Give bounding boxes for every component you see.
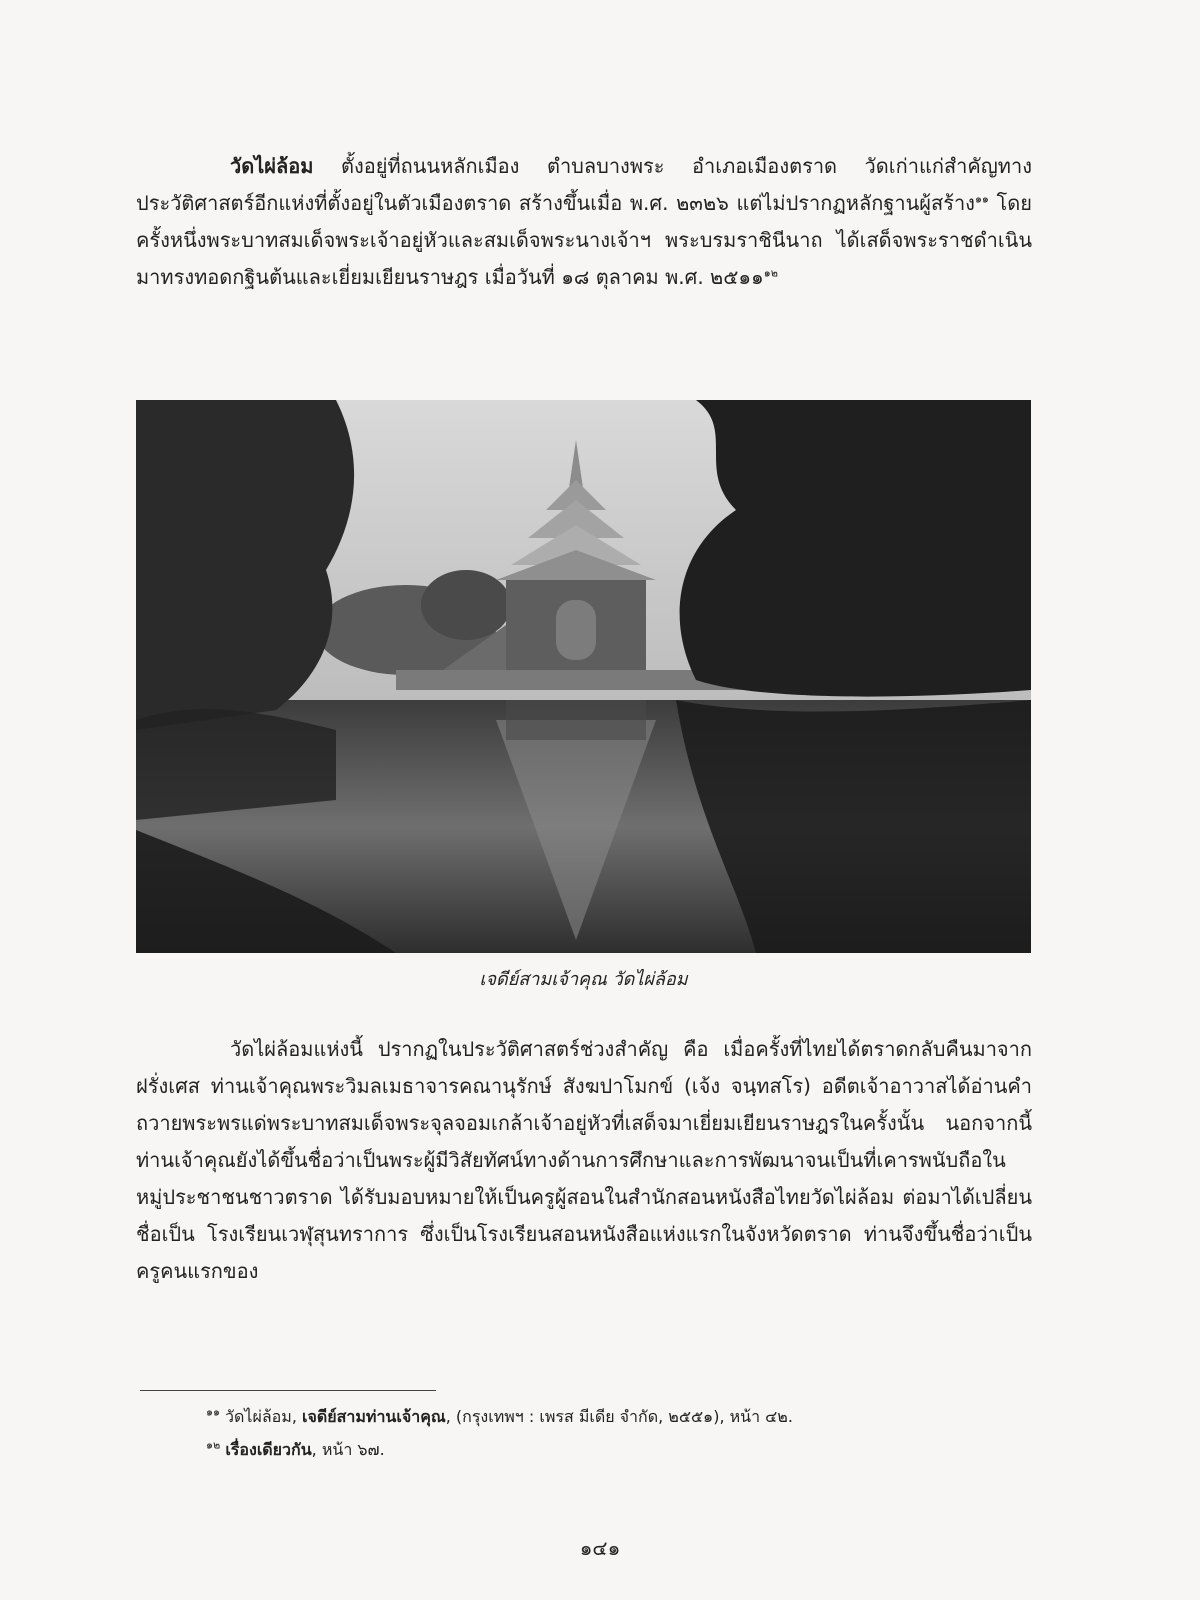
footnote-marker: ๑๒ — [206, 1438, 221, 1452]
intro-text-part-1: ตั้งอยู่ที่ถนนหลักเมือง ตำบลบางพระ อำเภอเมืองตราด วัดเก่าแก่สำคัญทางประวัติศาสตร์อีกแห่งที่ตั้งอยู่ในตัวเมืองตราด สร้างขึ้นเมื่อ พ.ศ. ๒๓๒๖ แต่ไม่ปรากฏหลักฐานผู้สร้าง — [136, 154, 1032, 215]
page-number: ๑๔๑ — [579, 1536, 621, 1560]
footnote-title: เรื่องเดียวกัน — [225, 1440, 312, 1459]
temple-name: วัดไผ่ล้อม — [230, 154, 314, 178]
footnote-text: , (กรุงเทพฯ : เพรส มีเดีย จำกัด, ๒๕๕๑), หน้า ๔๒. — [445, 1407, 793, 1426]
history-text: วัดไผ่ล้อมแห่งนี้ ปรากฏในประวัติศาสตร์ช่วงสำคัญ คือ เมื่อครั้งที่ไทยได้ตราดกลับคืนมาจากฝรั่งเศส ท่านเจ้าคุณพระวิมลเมธาจารคณานุรักษ์ สังฆปาโมกข์ (เจ้ง จนฺทสโร) อดีตเจ้าอาวาสได้อ่านคำถวายพระพรแด่พระบาทสมเด็จพระจุลจอมเกล้าเจ้าอยู่หัวที่เสด็จมาเยี่ยมเยียนราษฎรในครั้งนั้น นอกจากนี้ ท่านเจ้าคุณยังได้ขึ้นชื่อว่าเป็นพระผู้มีวิสัยทัศน์ทางด้านการศึกษาและการพัฒนาจนเป็นที่เคารพนับถือในหมู่ประชาชนชาวตราด ได้รับมอบหมายให้เป็นครูผู้สอนในสำนักสอนหนังสือไทยวัดไผ่ล้อม ต่อมาได้เปลี่ยนชื่อเป็น โรงเรียนเวฬุสุนทราการ ซึ่งเป็นโรงเรียนสอนหนังสือแห่งแรกในจังหวัดตราด ท่านจึงขึ้นชื่อว่าเป็นครูคนแรกของ — [136, 1037, 1032, 1283]
photo-caption: เจดีย์สามเจ้าคุณ วัดไผ่ล้อม — [479, 969, 688, 990]
footnote-title: เจดีย์สามท่านเจ้าคุณ — [301, 1407, 446, 1426]
chedi-photo — [136, 400, 1031, 953]
footnote-ref-12[interactable]: ๑๒ — [763, 266, 778, 280]
footnote-12 — [206, 1433, 1006, 1466]
intro-text-part-2: โดยครั้งหนึ่งพระบาทสมเด็จพระเจ้าอยู่หัวและสมเด็จพระนางเจ้าฯ พระบรมราชินีนาถ ได้เสด็จพระราชดำเนินมาทรงทอดกฐินต้นและเยี่ยมเยียนราษฎร เมื่อวันที่ ๑๘ ตุลาคม พ.ศ. ๒๕๑๑ — [136, 191, 1032, 289]
footnotes — [206, 1400, 1006, 1466]
footnote-11 — [206, 1400, 1006, 1433]
history-paragraph — [136, 1031, 1032, 1290]
footnote-text: , หน้า ๖๗. — [311, 1440, 385, 1459]
intro-paragraph — [136, 148, 1032, 296]
footnote-divider — [140, 1390, 436, 1391]
footnote-ref-11[interactable]: ๑๑ — [974, 192, 989, 206]
footnote-marker: ๑๑ — [206, 1405, 220, 1419]
footnote-text: วัดไผ่ล้อม, — [219, 1407, 302, 1426]
